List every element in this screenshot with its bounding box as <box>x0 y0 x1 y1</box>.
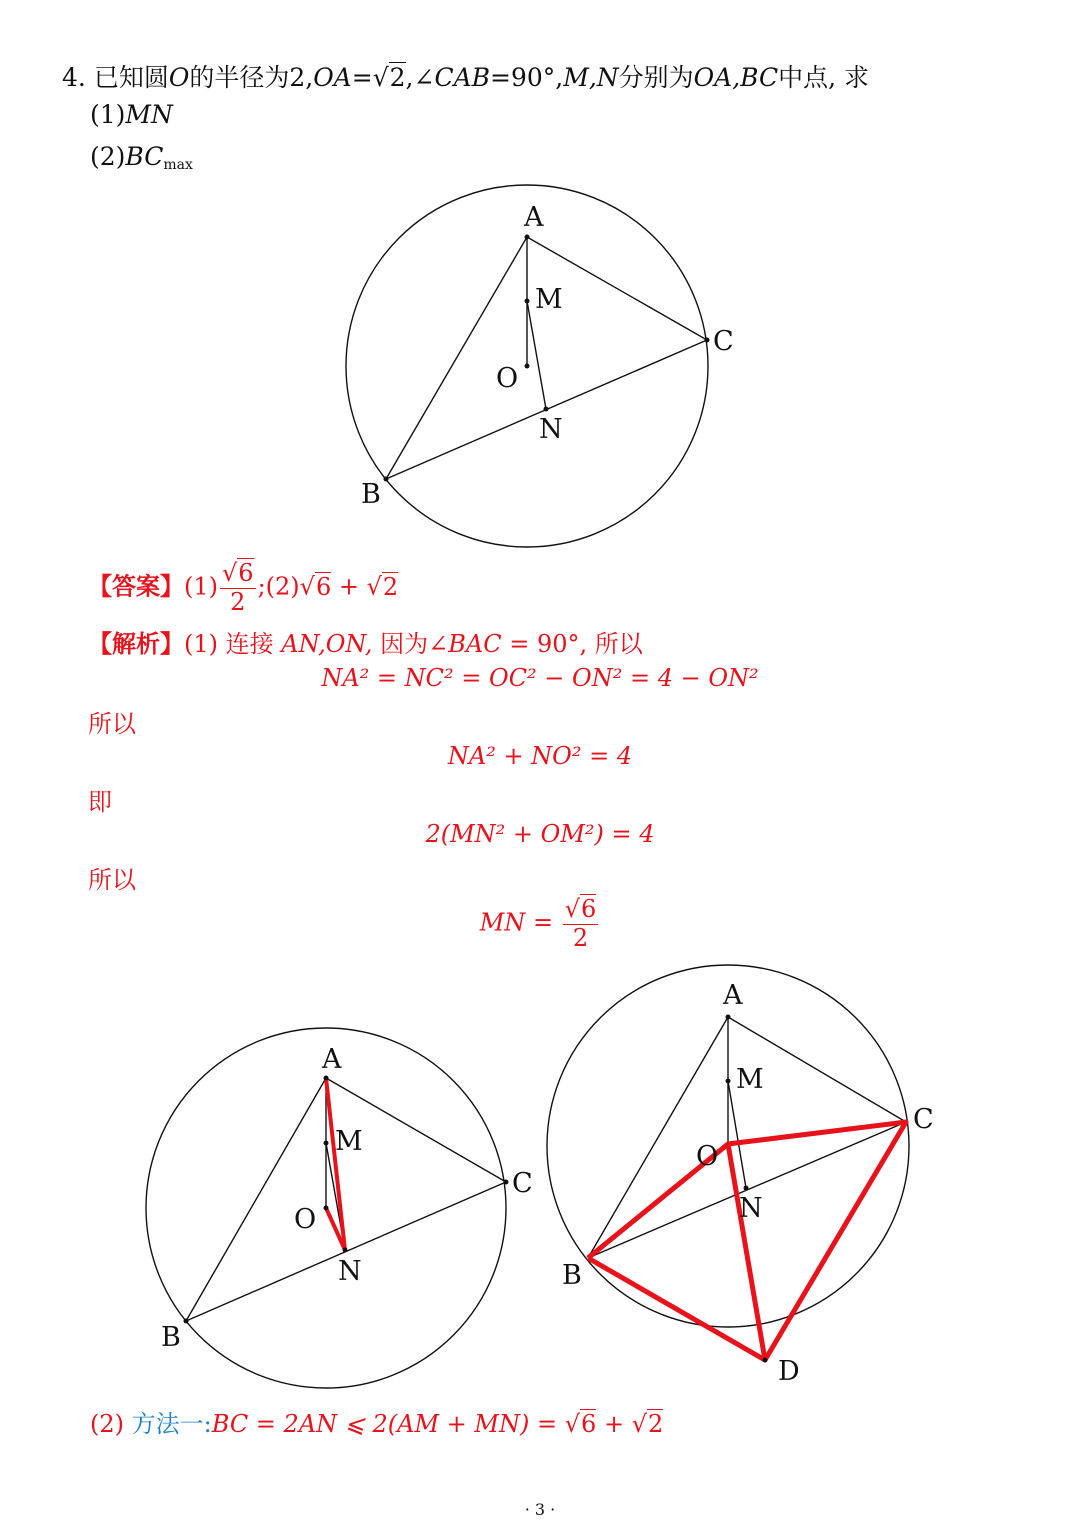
label-d: D <box>778 1356 800 1387</box>
label-a: A <box>524 202 544 233</box>
point-c <box>705 338 710 343</box>
answer-part1: (1) <box>184 572 218 601</box>
point-o <box>324 1206 329 1211</box>
analysis-text: = 90°, 所以 <box>509 630 643 658</box>
label-a: A <box>322 1044 342 1075</box>
point-a <box>525 235 530 240</box>
q2-var: BC <box>125 142 164 171</box>
point-m <box>324 1141 329 1146</box>
equation-3: 2(MN² + OM²) = 4 <box>425 820 655 848</box>
q2-sub: max <box>163 157 193 173</box>
point-d <box>763 1358 768 1363</box>
label-n: N <box>539 414 563 445</box>
label-n: N <box>338 1256 362 1287</box>
page-number: · 3 · <box>524 1500 556 1519</box>
label-b: B <box>562 1260 582 1291</box>
label-b: B <box>161 1322 181 1353</box>
point-m <box>726 1079 731 1084</box>
equals: = <box>351 63 373 92</box>
label-m: M <box>535 284 563 315</box>
point-n <box>544 407 549 412</box>
sqrt-value: 2 <box>389 63 406 92</box>
label-c: C <box>713 326 734 357</box>
analysis-text: 因为∠ <box>380 630 449 658</box>
eq4-left: MN = <box>479 908 554 937</box>
analysis-intro <box>88 624 643 659</box>
method-expression: BC = 2AN ⩽ 2(AM + MN) = <box>211 1410 558 1438</box>
answer-sqrt2: 2 <box>382 572 399 601</box>
problem-text: 中点, 求 <box>778 63 870 92</box>
var-o: O <box>168 63 190 92</box>
analysis-text: (1) 连接 <box>184 630 274 658</box>
q1-prefix: (1) <box>90 100 126 129</box>
text-ji: 即 <box>88 788 112 816</box>
plus: + <box>596 1410 632 1438</box>
equation-2: NA² + NO² = 4 <box>447 742 633 770</box>
method-label: 方法一: <box>131 1410 212 1438</box>
label-m: M <box>736 1064 764 1095</box>
label-o: O <box>496 363 519 394</box>
point-m <box>525 299 530 304</box>
eq4-denominator: 2 <box>572 923 589 952</box>
answer-sqrt6: 6 <box>315 572 332 601</box>
label-b: B <box>361 479 381 510</box>
answer-part2: ;(2) <box>257 572 300 601</box>
answer-line: 【答案】(1) $\frac{√6}{2}$ ;(2)√6 + √2 <box>88 559 399 616</box>
problem-text: =90°, <box>490 63 564 92</box>
q1-var: MN <box>125 100 173 129</box>
method-prefix: (2) <box>90 1410 124 1438</box>
text-suoyi: 所以 <box>88 710 136 738</box>
method-one-line: (2) 方法一:BC = 2AN ⩽ 2(AM + MN) = √6 + √2 <box>90 1410 664 1438</box>
var-cab: CAB <box>434 63 491 92</box>
point-b <box>184 1319 189 1324</box>
label-o: O <box>696 1141 719 1172</box>
segment-mn <box>527 301 546 409</box>
plus: + <box>331 572 367 601</box>
method-sqrt2: 2 <box>647 1410 664 1438</box>
point-b <box>384 477 389 482</box>
point-n <box>744 1186 749 1191</box>
problem-number: 4. <box>62 63 86 92</box>
point-c <box>504 1180 509 1185</box>
figure-3 <box>547 965 909 1363</box>
problem-text: 的半径为2, <box>189 63 314 92</box>
fraction-denominator: 2 <box>230 587 246 616</box>
label-c: C <box>913 1104 934 1135</box>
point-n <box>343 1248 348 1253</box>
figure-2 <box>146 1028 509 1388</box>
answer-fraction: $\frac{√6}{2}$ <box>222 559 254 616</box>
point-a <box>324 1076 329 1081</box>
segment-ab <box>588 1017 728 1258</box>
figure-1 <box>346 185 710 547</box>
segment-ab <box>186 1078 326 1321</box>
problem-statement: 4. 已知圆O的半径为2,OA=√2,∠CAB=90°,M,N分别为OA,BC中点, 求 <box>62 63 870 92</box>
segment-ab <box>386 237 527 479</box>
equation-1: NA² = NC² = OC² − ON² = 4 − ON² <box>321 664 759 692</box>
analysis-var: BAC <box>448 630 502 658</box>
analysis-var: AN,ON, <box>281 630 373 658</box>
var-mn: M,N <box>563 63 619 92</box>
answer-label: 【答案】 <box>88 571 184 601</box>
fraction-numerator: 6 <box>238 559 254 587</box>
text-suoyi: 所以 <box>88 866 136 894</box>
point-a <box>726 1015 731 1020</box>
method-sqrt6: 6 <box>581 1410 597 1438</box>
var-oabc: OA,BC <box>693 63 779 92</box>
equation-4 <box>0 896 1080 952</box>
analysis-label: 【解析】 <box>88 629 184 658</box>
label-a: A <box>723 980 743 1011</box>
problem-text: 已知圆 <box>93 63 169 92</box>
point-o <box>525 364 530 369</box>
label-m: M <box>335 1126 363 1157</box>
label-n: N <box>739 1193 763 1224</box>
eq4-numerator: 6 <box>580 895 597 923</box>
problem-text: ,∠ <box>405 63 435 92</box>
label-c: C <box>512 1168 533 1199</box>
var-oa: OA <box>313 63 352 92</box>
problem-text: 分别为 <box>618 63 694 92</box>
eq4-fraction: $\frac{√6}{2}$ <box>564 895 597 952</box>
label-o: O <box>294 1204 317 1235</box>
q2-prefix: (2) <box>90 142 126 171</box>
